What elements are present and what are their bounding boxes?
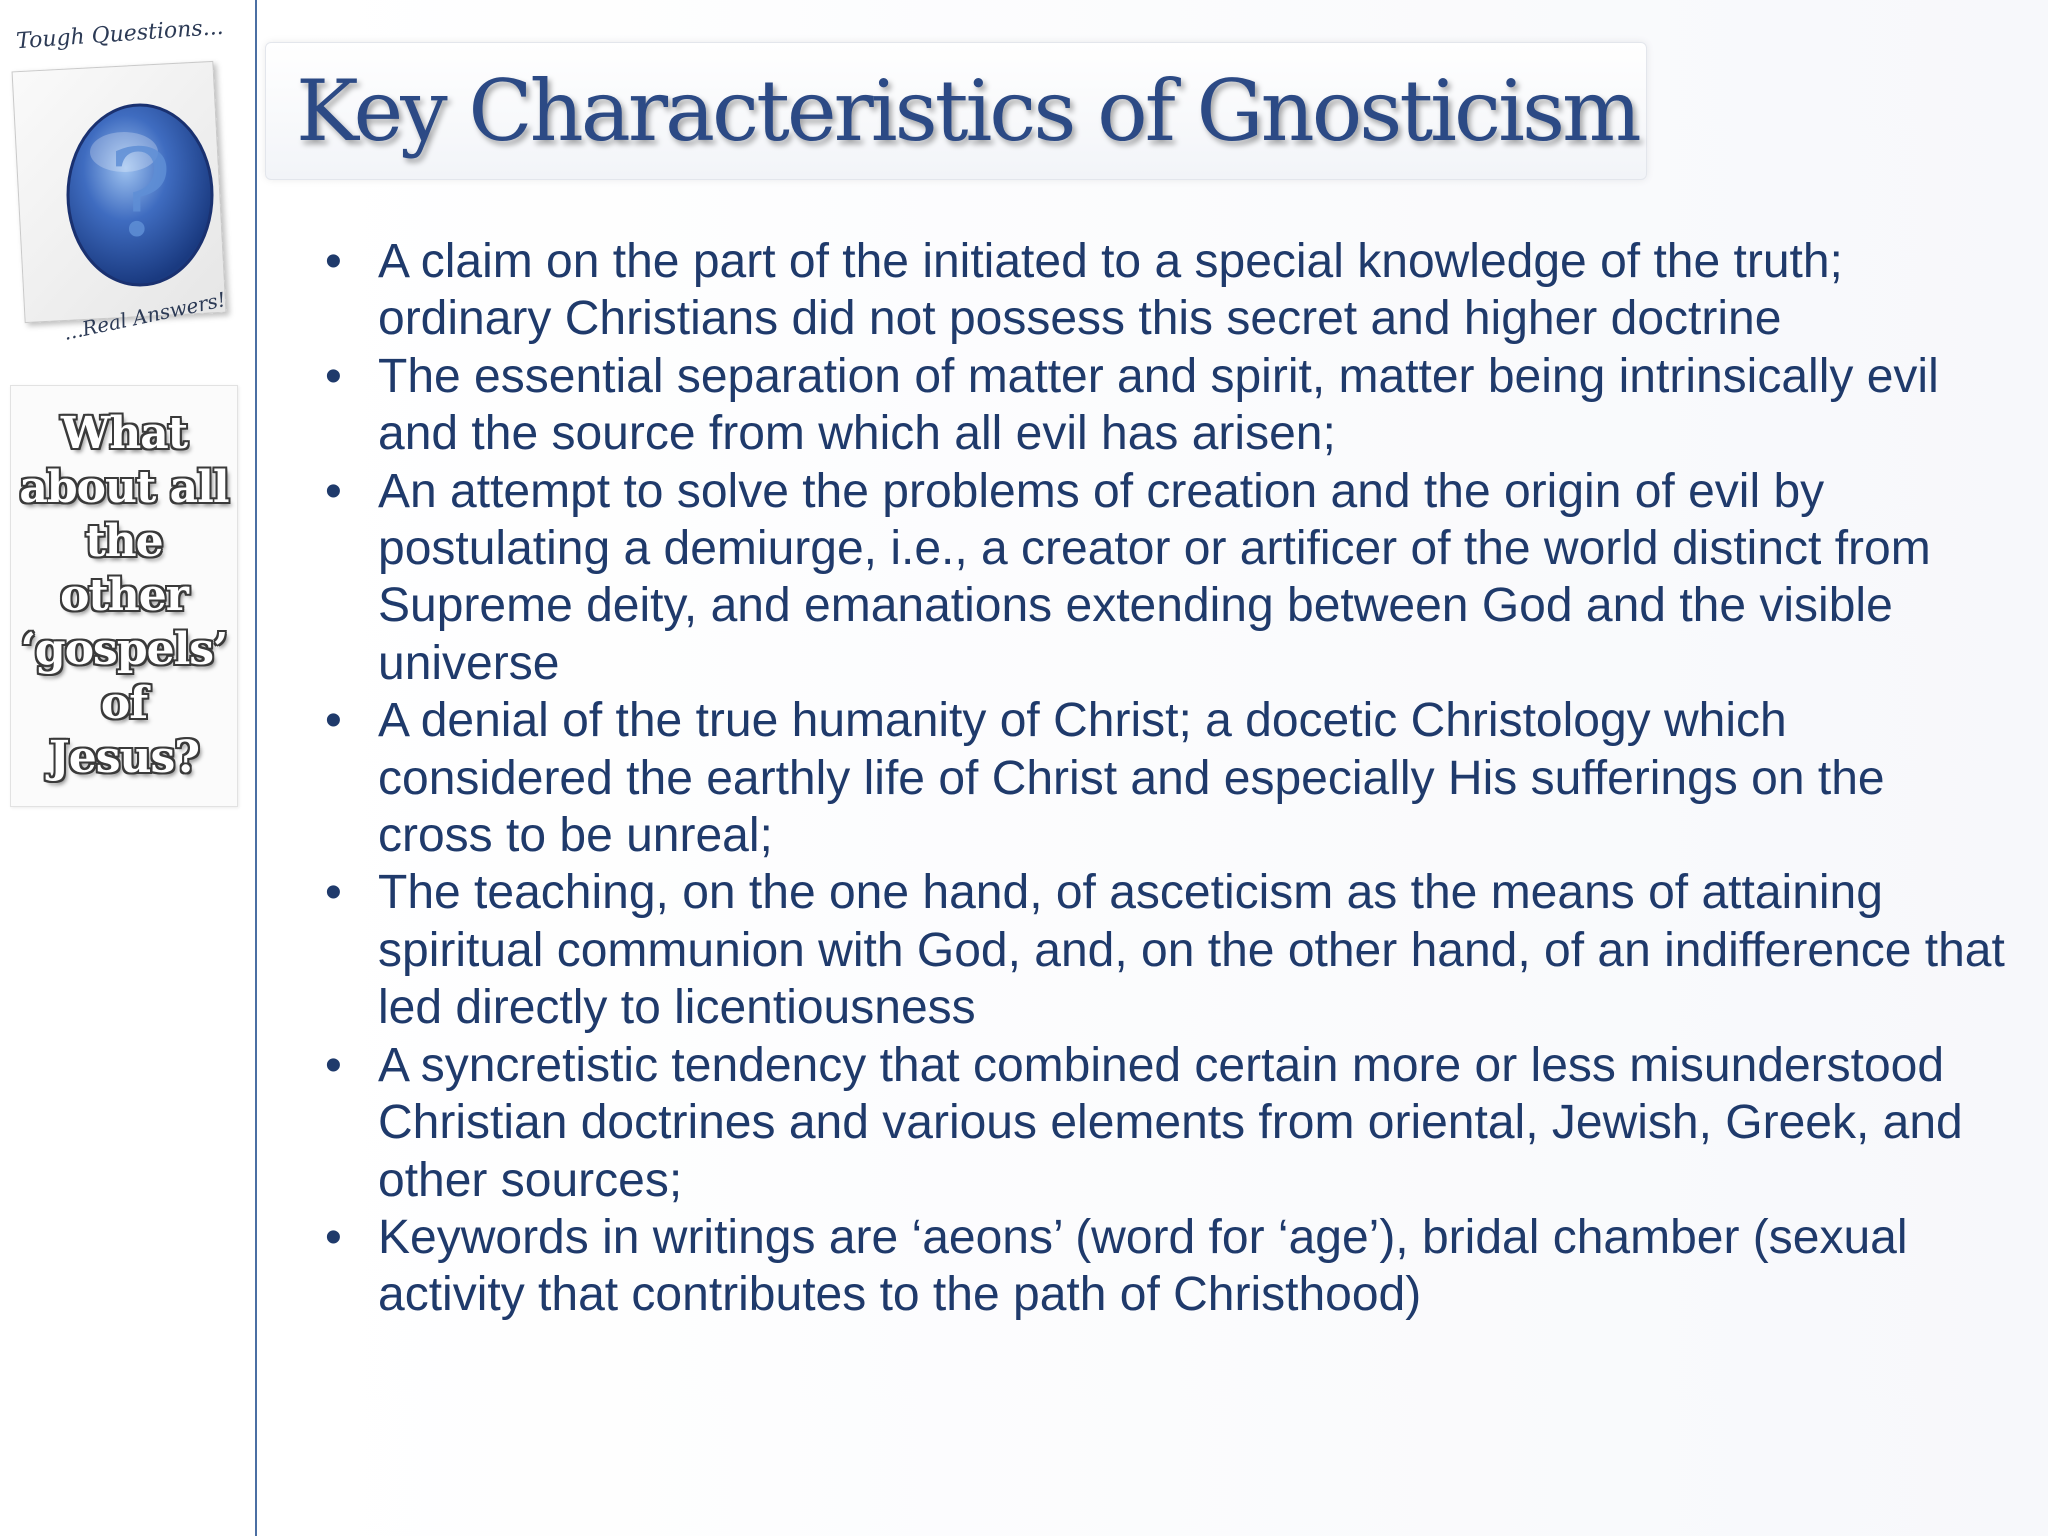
bullet-icon: • bbox=[325, 464, 342, 518]
list-item bbox=[325, 233, 2005, 348]
list-item bbox=[325, 1037, 2005, 1209]
bullet-text: The essential separation of matter and spirit, matter being intrinsically evil and the source from which all evil has arisen; bbox=[378, 349, 1939, 461]
bullet-icon: • bbox=[325, 235, 342, 288]
bullet-icon: • bbox=[325, 694, 342, 748]
question-mark-orb-icon bbox=[62, 100, 217, 290]
side-panel-line: other bbox=[60, 570, 188, 621]
logo-top-text: Tough Questions... bbox=[15, 14, 225, 55]
bullet-text: A syncretistic tendency that combined certain more or less misunderstood Christian doctrines and various elements from oriental, Jewish, Greek, and other sources; bbox=[378, 1038, 1963, 1207]
bullet-text: A claim on the part of the initiated to a special knowledge of the truth; ordinary Christians did not possess this secret and higher doctrine bbox=[378, 235, 1843, 346]
bullet-text: The teaching, on the one hand, of asceticism as the means of attaining spiritual communion with God, and, on the other hand, of an indifference that led directly to licentiousness bbox=[378, 866, 2005, 1035]
list-item bbox=[325, 348, 2005, 463]
list-item bbox=[325, 864, 2005, 1036]
side-panel-line: the bbox=[85, 516, 163, 567]
bullet-text: A denial of the true humanity of Christ; a docetic Christology which considered the earthly life of Christ and especially His sufferings on the cross to be unreal; bbox=[378, 694, 1885, 863]
svg-text:?: ? bbox=[107, 125, 173, 264]
side-panel-line: Jesus? bbox=[48, 732, 200, 783]
sidebar-divider bbox=[255, 0, 257, 1536]
bullet-icon: • bbox=[325, 1038, 342, 1092]
side-panel-line: What bbox=[60, 408, 188, 459]
tough-questions-logo bbox=[12, 14, 234, 352]
slide-title: Key Characteristics of Gnosticism bbox=[296, 62, 1639, 160]
bullet-icon: • bbox=[325, 866, 342, 920]
list-item bbox=[325, 463, 2005, 693]
bullet-icon: • bbox=[325, 349, 342, 403]
logo-bottom-text: ...Real Answers! bbox=[61, 287, 228, 345]
bullet-icon: • bbox=[325, 1210, 342, 1264]
side-panel-line: of bbox=[100, 678, 148, 729]
bullet-list bbox=[325, 233, 2005, 1324]
side-panel-question bbox=[10, 385, 238, 807]
side-panel-line: about all bbox=[19, 462, 229, 513]
list-item bbox=[325, 1209, 2005, 1324]
side-panel-line: ‘gospels’ bbox=[20, 624, 228, 675]
bullet-text: An attempt to solve the problems of creation and the origin of evil by postulating a demiurge, i.e., a creator or artificer of the world distinct from Supreme deity, and emanations extending between God and the visible universe bbox=[378, 464, 1931, 690]
title-banner bbox=[265, 42, 1647, 180]
list-item bbox=[325, 692, 2005, 864]
bullet-text: Keywords in writings are ‘aeons’ (word for ‘age’), bridal chamber (sexual activity that contributes to the path of Christhood) bbox=[378, 1210, 1908, 1322]
